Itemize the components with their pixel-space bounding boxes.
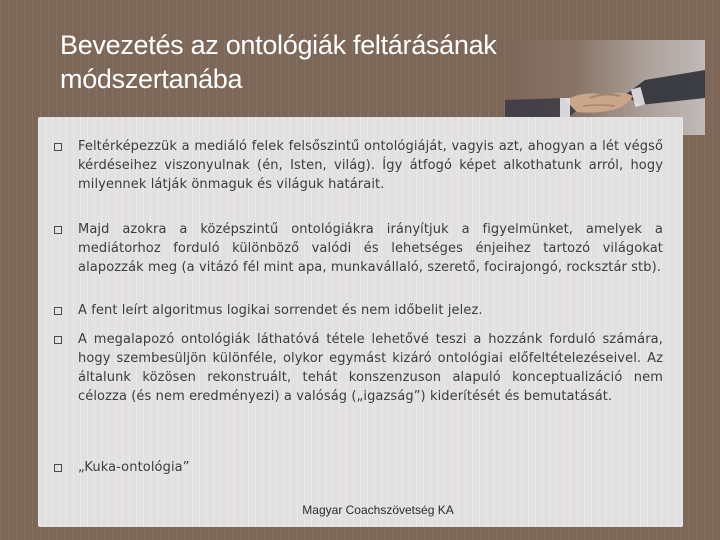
square-bullet-icon [54,336,62,344]
bullet-text: A fent leírt algoritmus logikai sorrendet és nem időbelit jelez. [78,303,483,318]
square-bullet-icon [54,307,62,315]
bullet-text: Feltérképezzük a mediáló felek felsőszintű ontológiáját, vagyis azt, ahogyan a lét végső kérdéseihez viszonyulnak (én, Isten, világ). Így átfogó képet alkothatunk arról, hogy milyennek látják önmaguk és világuk határait. [78,139,663,192]
square-bullet-icon [54,464,62,472]
bullet-text: A megalapozó ontológiák láthatóvá tétele lehetővé teszi a hozzánk forduló számára, hogy szembesüljön különféle, olykor egymást kizáró ontológiai előfeltételezéseivel. Az általunk közösen rekonstruált, tehát konszenzuson alapuló konceptualizáció nem célozza (és nem eredményezi) a valóság („igazság”) kiderítését és bemutatását. [78,332,663,404]
square-bullet-icon [54,143,62,151]
bullet-text: „Kuka-ontológia” [78,460,190,475]
content-panel [38,117,683,527]
slide-footer [0,503,720,517]
footer-text: Magyar Coachszövetség KA [302,503,454,517]
square-bullet-icon [54,226,62,234]
bullet-text: Majd azokra a középszintű ontológiákra irányítjuk a figyelmünket, amelyek a mediátorhoz forduló különböző valódi és lehetséges énjeihez tartozó világokat alapozzák meg (a vitázó fél mint apa, munkavállaló, szerető, focirajongó, rocksztár stb). [78,222,663,275]
slide-title: Bevezetés az ontológiák feltárásának módszertanába [60,30,497,94]
